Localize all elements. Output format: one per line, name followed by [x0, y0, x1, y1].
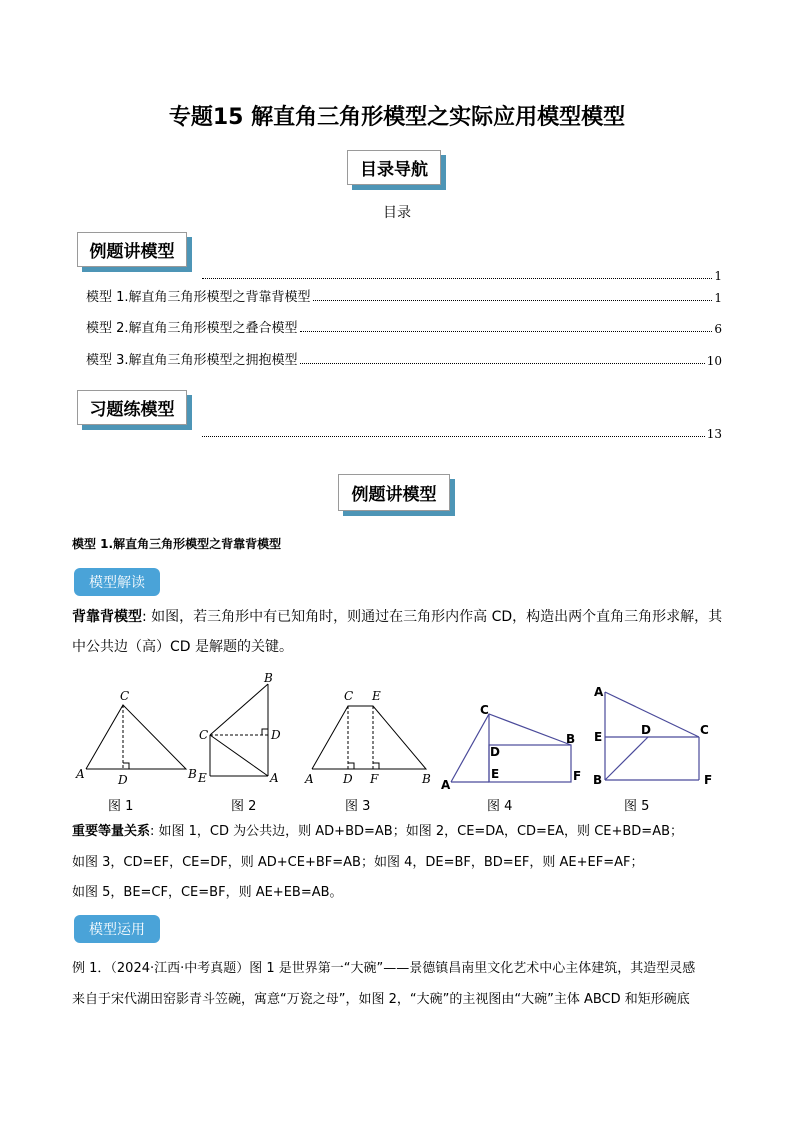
model-interpret-pill: 模型解读	[74, 568, 160, 596]
toc-label: 目录	[383, 205, 411, 221]
figure-caption: 图 2	[231, 799, 257, 814]
fig4-label: F	[573, 769, 582, 783]
toc-entry-label: 模型 2.解直角三角形模型之叠合模型	[86, 321, 298, 336]
fig5-label: B	[593, 773, 603, 787]
figure-1	[86, 705, 186, 769]
figure-caption: 图 5	[624, 799, 650, 814]
fig1-label: A	[76, 767, 85, 781]
fig5-label: E	[594, 730, 603, 744]
fig1-label: B	[188, 767, 197, 781]
toc-entry-page: 6	[714, 322, 722, 336]
toc-entry[interactable]	[200, 423, 722, 441]
toc-entry-page: 1	[714, 291, 722, 305]
fig3-label: B	[422, 772, 431, 786]
model-heading: 模型 1.解直角三角形模型之背靠背模型	[72, 537, 282, 551]
toc-entry-label: 模型 3.解直角三角形模型之拥抱模型	[86, 353, 298, 368]
section-box-main: 例题讲模型	[338, 474, 450, 511]
model-apply-pill: 模型运用	[74, 915, 160, 943]
fig2-label: E	[198, 771, 207, 785]
nav-box: 目录导航	[347, 150, 441, 185]
fig4-label: E	[491, 767, 500, 781]
fig5-label: D	[641, 723, 651, 737]
toc-entry[interactable]	[86, 350, 722, 368]
figure-3	[312, 706, 426, 769]
fig4-label: C	[480, 703, 489, 717]
fig1-label: D	[118, 773, 128, 787]
desc-line1-text: : 如图，若三角形中有已知角时，则通过在三角形内作高 CD，构造出两个直角三角形求解，其	[142, 609, 723, 625]
example-line-1: 例 1．（2024·江西·中考真题）图 1 是世界第一“大碗”——景德镇昌南里文化艺术中心主体建筑，其造型灵感	[72, 961, 696, 976]
toc-entry-page: 13	[706, 427, 722, 441]
toc-entry[interactable]	[86, 318, 722, 336]
description-line-2: 中公共边（高）CD 是解题的关键。	[72, 639, 294, 655]
fig3-label: D	[343, 772, 353, 786]
fig2-label: D	[271, 728, 281, 742]
relations-line1-text: : 如图 1，CD 为公共边，则 AD+BD=AB；如图 2，CE=DA，CD=EA，则 CE+BD=AB；	[150, 824, 684, 839]
fig1-label: C	[120, 689, 130, 703]
fig2-label: B	[264, 672, 273, 685]
figure-caption: 图 3	[345, 799, 371, 814]
page-title: 专题15 解直角三角形模型之实际应用模型模型	[168, 105, 626, 130]
fig5-label: F	[704, 773, 713, 787]
figure-caption: 图 4	[487, 799, 513, 814]
fig4-label: B	[566, 732, 576, 746]
section-box-examples: 例题讲模型	[77, 232, 187, 267]
figure-caption: 图 1	[108, 799, 134, 814]
toc-entry-label: 模型 1.解直角三角形模型之背靠背模型	[86, 290, 311, 305]
fig5-label: C	[700, 723, 709, 737]
fig3-label: C	[344, 689, 354, 703]
toc-entry-page: 1	[714, 269, 722, 283]
description-line-1	[72, 609, 722, 626]
relations-line-3: 如图 5，BE=CF，CE=BF，则 AE+EB=AB。	[72, 885, 343, 900]
fig4-label: D	[490, 745, 500, 759]
relations-line-2: 如图 3，CD=EF，CE=DF，则 AD+CE+BF=AB；如图 4，DE=BF，BD=EF，则 AE+EF=AF；	[72, 855, 644, 870]
figure-5	[605, 692, 699, 780]
fig3-label: A	[305, 772, 314, 786]
toc-entry-page: 10	[706, 354, 722, 368]
toc-entry[interactable]	[200, 265, 722, 283]
figure-4	[451, 714, 571, 782]
fig4-label: A	[441, 778, 451, 792]
section-box-exercises: 习题练模型	[77, 390, 187, 425]
fig3-label: E	[372, 689, 381, 703]
fig2-label: A	[270, 771, 279, 785]
relations-lead: 重要等量关系	[72, 824, 151, 839]
fig3-label: F	[370, 772, 379, 786]
fig5-label: A	[594, 685, 604, 699]
figures-diagram	[68, 672, 728, 796]
fig2-label: C	[199, 728, 209, 742]
example-line-2: 来自于宋代湖田窑影青斗笠碗，寓意“万瓷之母”，如图 2，“大碗”的主视图由“大碗”主体 ABCD 和矩形碗底	[72, 992, 690, 1007]
desc-lead: 背靠背模型	[72, 609, 142, 625]
toc-entry[interactable]	[86, 287, 722, 305]
relations-line-1	[72, 823, 722, 840]
figure-2	[210, 684, 268, 776]
